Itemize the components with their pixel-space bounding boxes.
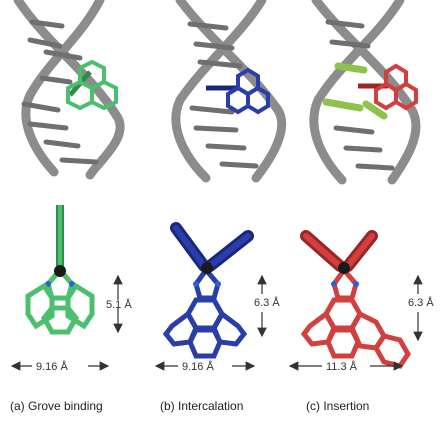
height-label-c: 6.3 Å xyxy=(408,297,434,309)
caption-insertion: (c) Insertion xyxy=(306,399,370,413)
height-dimension-c xyxy=(408,276,434,340)
caption-groove-binding: (a) Grove binding xyxy=(10,399,103,413)
width-label-c: 11.3 Å xyxy=(326,361,357,373)
ligand-structure-a xyxy=(28,205,92,332)
width-label-b: 9.16 Å xyxy=(182,361,214,373)
dna-model-intercalation xyxy=(176,0,282,178)
height-label-a: 5.1 Å xyxy=(106,299,132,311)
height-label-b: 6.3 Å xyxy=(254,297,280,309)
width-dimension-a xyxy=(12,360,108,373)
ligand-structure-c xyxy=(304,236,408,366)
dna-model-insertion xyxy=(314,0,416,180)
caption-intercalation: (b) Intercalation xyxy=(160,399,244,413)
width-dimension-b xyxy=(156,360,254,373)
height-dimension-a xyxy=(106,276,132,332)
ligand-structure-b xyxy=(166,228,248,356)
width-label-a: 9.16 Å xyxy=(36,361,68,373)
height-dimension-b xyxy=(254,276,280,336)
dna-model-groove-binding xyxy=(18,0,120,175)
